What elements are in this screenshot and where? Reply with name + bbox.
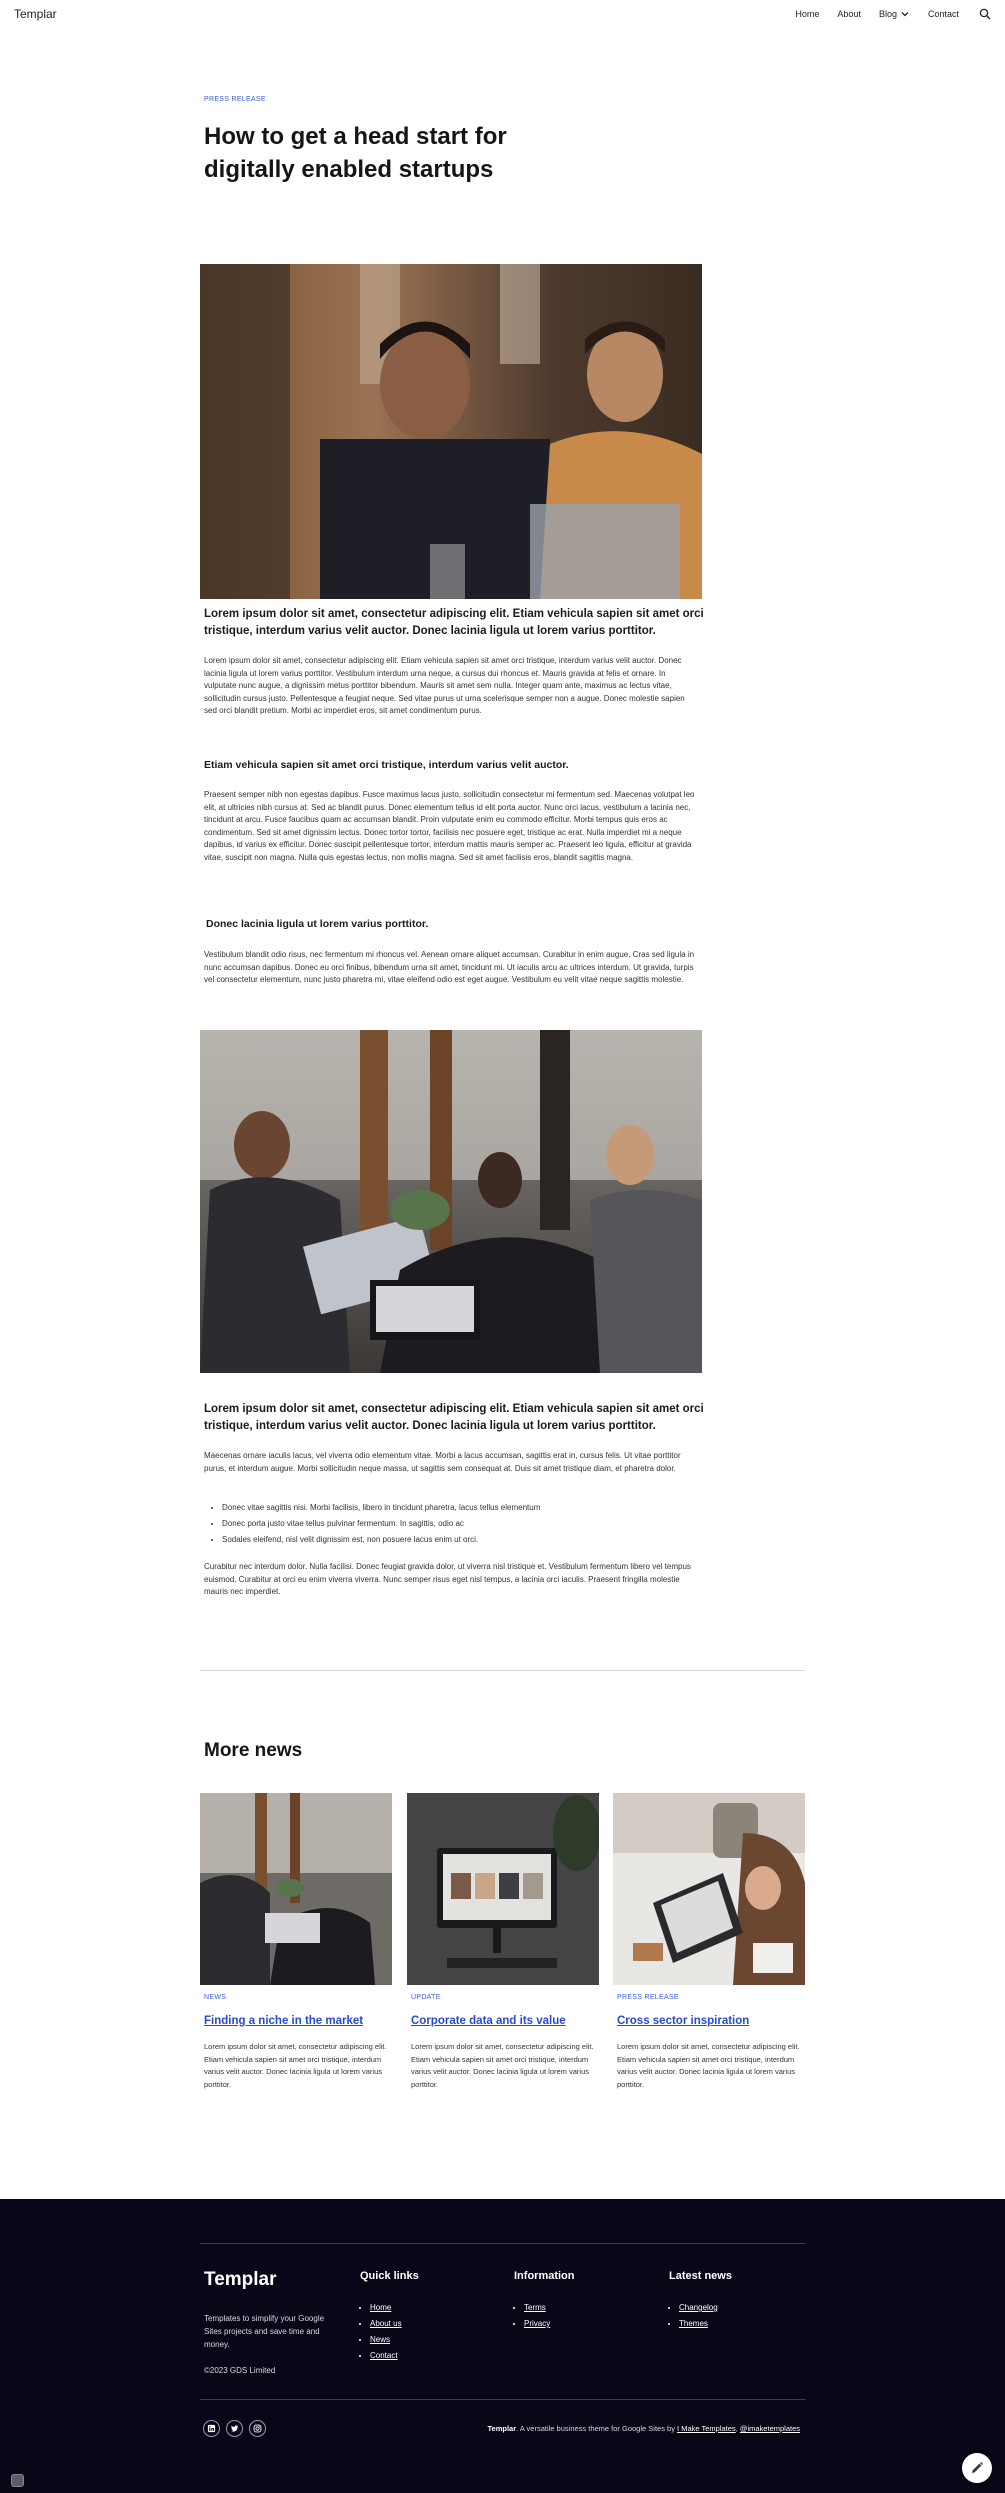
article-tag: PRESS RELEASE (204, 96, 266, 103)
footer-latest-news-title: Latest news (669, 2270, 732, 2282)
article-bullet-list (214, 1500, 694, 1548)
nav-item-contact[interactable]: Contact (927, 9, 959, 19)
site-brand[interactable]: Templar (14, 7, 57, 21)
credit-text: . A versatile business theme for Google Sites by (516, 2424, 678, 2433)
footer-brand: Templar (204, 2269, 277, 2290)
news-card (613, 1793, 805, 2091)
article-lead-2: Lorem ipsum dolor sit amet, consectetur adipiscing elit. Etiam vehicula sapien sit amet orci tristique, interdum varius velit auctor. Donec lacinia ligula ut lorem varius porttitor. (204, 1403, 704, 1432)
linkedin-icon[interactable] (203, 2420, 220, 2437)
site-info-icon[interactable] (11, 2474, 24, 2487)
nav-item-home[interactable]: Home (795, 9, 820, 19)
footer-link-contact[interactable]: Contact (370, 2351, 398, 2360)
nav-item-blog[interactable] (879, 9, 910, 19)
more-news-heading: More news (204, 1740, 303, 1761)
footer-information-title: Information (514, 2270, 575, 2282)
site-footer (0, 2199, 1005, 2493)
news-card-excerpt: Lorem ipsum dolor sit amet, consectetur adipiscing elit. Etiam vehicula sapien sit amet orci tristique, interdum varius velit auctor. Donec lacinia ligula ut lorem varius porttitor. (411, 2042, 594, 2089)
footer-link-about[interactable]: About us (370, 2319, 402, 2328)
article-subheading-2: Donec lacinia ligula ut lorem varius porttitor. (206, 918, 429, 930)
list-item: • Donec porta justo vitae tellus pulvinar fermentum. In sagittis, odio ac (222, 1516, 694, 1532)
credit-separator: , (735, 2424, 740, 2433)
credit-brand: Templar (487, 2424, 517, 2433)
news-card (407, 1793, 599, 2091)
credit-handle-link[interactable]: @imaketemplates (739, 2424, 800, 2433)
top-navigation-bar (0, 0, 1005, 28)
chevron-down-icon (900, 9, 910, 19)
list-item: • Donec vitae sagittis nisi. Morbi facilisis, libero in tincidunt pharetra, lacus tellus elementum (222, 1500, 694, 1516)
news-card-tag: PRESS RELEASE (617, 1994, 679, 2001)
footer-divider-bottom (200, 2399, 805, 2400)
footer-latest-news (669, 2270, 732, 2332)
instagram-icon[interactable] (249, 2420, 266, 2437)
footer-link-changelog[interactable]: Changelog (679, 2303, 718, 2312)
twitter-icon[interactable] (226, 2420, 243, 2437)
footer-link-themes[interactable]: Themes (679, 2319, 708, 2328)
news-card (200, 1793, 392, 2091)
search-icon[interactable] (979, 8, 991, 20)
footer-link-home[interactable]: Home (370, 2303, 392, 2312)
nav-item-blog-label: Blog (878, 9, 897, 19)
article-paragraph-4: Maecenas ornare iaculis lacus, vel viverra odio elementum vitae. Morbi a lacus accumsan, sagittis erat in, cursus felis. Ut vitae porttitor purus, et interdum augue. Morbi sollicitudin neque massa, ut sagittis sem consequat at. Duis sit amet tristique diam, et pharetra dolor. (204, 1451, 681, 1473)
list-item: • Sodales eleifend, nisl velit dignissim est, non posuere lacus enim ut orci. (222, 1532, 694, 1548)
footer-quick-links-title: Quick links (360, 2270, 419, 2282)
section-divider (200, 1670, 805, 1671)
article-photo-meeting (200, 264, 702, 599)
footer-credit (488, 2424, 801, 2433)
article-lead-1: Lorem ipsum dolor sit amet, consectetur adipiscing elit. Etiam vehicula sapien sit amet orci tristique, interdum varius velit auctor. Donec lacinia ligula ut lorem varius porttitor. (204, 608, 704, 637)
footer-link-privacy[interactable]: Privacy (524, 2319, 551, 2328)
footer-quick-links (360, 2270, 419, 2364)
article-photo-team (200, 1030, 702, 1373)
edit-pencil-button[interactable] (962, 2453, 992, 2483)
news-card-excerpt: Lorem ipsum dolor sit amet, consectetur adipiscing elit. Etiam vehicula sapien sit amet orci tristique, interdum varius velit auctor. Donec lacinia ligula ut lorem varius porttitor. (204, 2042, 387, 2089)
footer-description: Templates to simplify your Google Sites projects and save time and money. (204, 2314, 325, 2349)
news-card-title-link[interactable]: Finding a niche in the market (204, 2015, 364, 2027)
article-paragraph-5: Curabitur nec interdum dolor. Nulla facilisi. Donec feugiat gravida dolor, ut viverra nisl tristique et. Vestibulum fermentum libero vel tempus euismod. Curabitur at orci eu enim viverra viverra. Nunc semper risus eget nisl tempus, a lacinia orci iaculis. Praesent fringilla molestie mauris nec imperdiet. (204, 1562, 691, 1597)
news-card-image[interactable] (200, 1793, 392, 1985)
article-title: How to get a head start for digitally enabled startups (204, 123, 507, 183)
credit-author-link[interactable]: I Make Templates (677, 2424, 736, 2433)
footer-information (514, 2270, 575, 2332)
footer-link-news[interactable]: News (370, 2335, 391, 2344)
article-paragraph-3: Vestibulum blandit odio risus, nec fermentum mi rhoncus vel. Aenean ornare aliquet accumsan. Curabitur in enim augue. Cras sed ligula in nunc accumsan dapibus. Donec eu orci finibus, bibendum urna sit amet, tincidunt mi. Ut iaculis arcu ac ultrices interdum. Ut gravida, turpis vel consectetur elementum, nunc justo pharetra mi, vitae eleifend odio est eget augue. Vestibulum eu velit vitae neque sagittis molestie. (204, 950, 695, 985)
news-card-image[interactable] (407, 1793, 599, 1985)
footer-divider-top (200, 2243, 805, 2244)
news-card-tag: NEWS (204, 1994, 227, 2001)
news-card-image[interactable] (613, 1793, 805, 1985)
pencil-icon (970, 2461, 984, 2475)
footer-copyright: ©2023 GDS Limited (204, 2366, 276, 2375)
article-paragraph-1: Lorem ipsum dolor sit amet, consectetur adipiscing elit. Etiam vehicula sapien sit amet orci tristique, interdum varius velit auctor. Donec lacinia ligula ut lorem varius porttitor. Vestibulum interdum urna neque, a cursus dui rhoncus et. Mauris gravida at felis et ornare. In vulputate nunc augue, a dignissim metus porttitor bibendum. Mauris sit amet sem nulla. Integer quam ante, maximus ac lectus vitae, sollicitudin cursus justo. Pellentesque a feugiat neque. Sed vitae purus ut urna scelerisque semper non a augue. Donec molestie sapien sed orci blandit pretium. Morbi ac imperdiet eros, sit amet condimentum purus. (204, 656, 685, 716)
news-card-tag: UPDATE (411, 1994, 441, 2001)
news-card-title-link[interactable]: Corporate data and its value (411, 2015, 566, 2027)
social-links (203, 2420, 266, 2437)
footer-link-terms[interactable]: Terms (524, 2303, 546, 2312)
nav-item-about[interactable]: About (837, 9, 861, 19)
news-card-title-link[interactable]: Cross sector inspiration (617, 2015, 750, 2027)
main-nav (795, 8, 991, 20)
article-subheading-1: Etiam vehicula sapien sit amet orci tristique, interdum varius velit auctor. (204, 759, 569, 771)
news-card-excerpt: Lorem ipsum dolor sit amet, consectetur adipiscing elit. Etiam vehicula sapien sit amet orci tristique, interdum varius velit auctor. Donec lacinia ligula ut lorem varius porttitor. (617, 2042, 800, 2089)
article-paragraph-2: Praesent semper nibh non egestas dapibus. Fusce maximus lacus justo, sollicitudin consectetur mi fermentum sed. Maecenas volutpat leo elit, at ultricies nibh cursus at. Sed ac blandit purus. Donec elementum tellus id elit porta auctor. Nunc orci lacus, vestibulum a lacinia nec, tincidunt at arcu. Fusce faucibus quam ac accumsan blandit. Proin vulputate enim eu commodo efficitur. Morbi tempus quis eros ac condimentum. Sed sit amet dignissim lectus. Donec tortor tortor, facilisis nec posuere eget, tristique ac erat. Nulla imperdiet mi a neque dapibus, id varius ex efficitur. Donec suscipit pellentesque tortor, interdum mattis mauris semper ac. Praesent leo ligula, efficitur at gravida vitae, suscipit non magna. Nulla quis egestas lectus, non mollis magna. Sed sit amet facilisis eros, blandit sagittis magna. (204, 790, 695, 862)
